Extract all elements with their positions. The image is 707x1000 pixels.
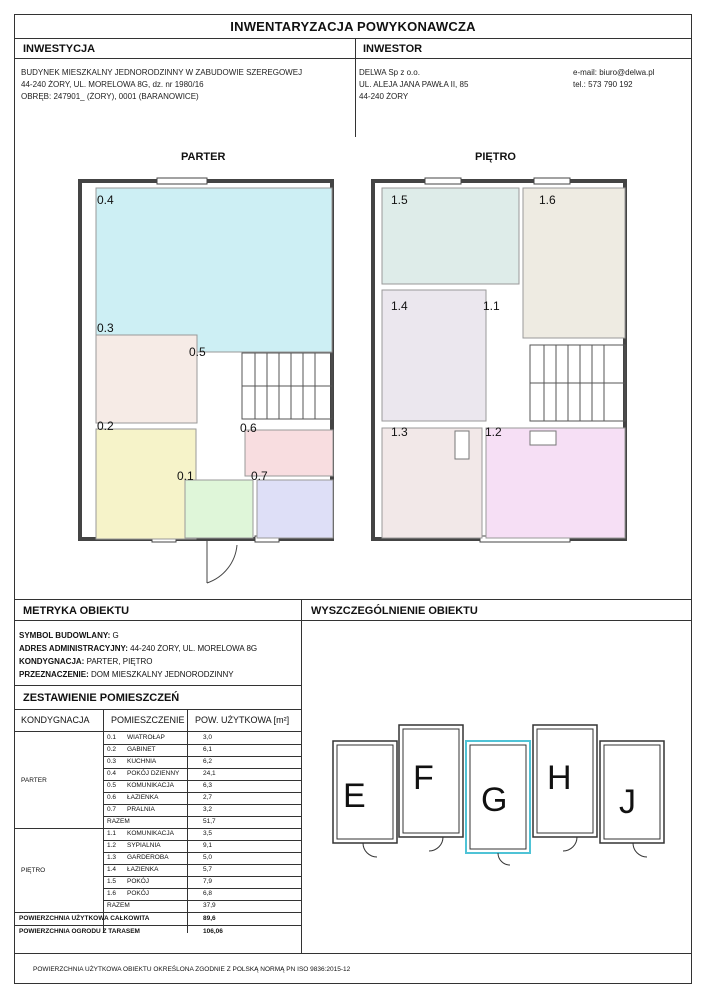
- usable-total-value: 89,6: [203, 915, 216, 922]
- room-name: SYPIALNIA: [127, 842, 161, 849]
- key-letter-e: E: [343, 777, 366, 815]
- room-name: KUCHNIA: [127, 758, 157, 765]
- room-number: 0.6: [107, 794, 117, 801]
- room-number: 1.2: [107, 842, 117, 849]
- table-row-rule: [103, 900, 301, 901]
- key-door-h: [563, 837, 577, 851]
- document-page: [14, 14, 692, 984]
- footer-top-rule: [15, 953, 691, 954]
- room-name: GABINET: [127, 746, 156, 753]
- room-number: 0.1: [107, 734, 117, 741]
- pietro-window-top-left: [425, 178, 461, 184]
- usable-total-rule: [15, 925, 301, 926]
- room-number: 1.5: [107, 878, 117, 885]
- table-row-rule: [103, 816, 301, 817]
- room-name: POKÓJ: [127, 890, 150, 897]
- room-label-0-2: 0.2: [97, 419, 114, 433]
- room-label-1-3: 1.3: [391, 425, 408, 439]
- room-area: 3,0: [203, 734, 213, 741]
- room-name: POKÓJ DZIENNY: [127, 770, 180, 777]
- room-number: 0.2: [107, 746, 117, 753]
- group-rule: [15, 912, 301, 913]
- parter-floor-plan: [77, 173, 337, 593]
- group-floor-label: PARTER: [21, 777, 47, 784]
- room-label-1-2: 1.2: [485, 425, 502, 439]
- room-area: 9,1: [203, 842, 213, 849]
- group-total-label: RAZEM: [107, 818, 130, 825]
- key-door-j: [633, 843, 647, 857]
- garden-total-value: 106,06: [203, 928, 223, 935]
- group-total-value: 51,7: [203, 818, 216, 825]
- spec-heading: WYSZCZEGÓLNIENIE OBIEKTU: [311, 605, 478, 617]
- col-header-floor: KONDYGNACJA: [21, 715, 90, 725]
- room-area: 6,3: [203, 782, 213, 789]
- room-name: PRALNIA: [127, 806, 155, 813]
- room-label-1-1: 1.1: [483, 299, 500, 313]
- room-0-3: [96, 335, 197, 423]
- investment-heading: INWESTYCJA: [23, 43, 96, 55]
- room-0-2: [96, 429, 196, 539]
- room-name: ŁAZIENKA: [127, 794, 159, 801]
- garden-total-label: POWIERZCHNIA OGRODU Z TARASEM: [19, 928, 140, 935]
- room-area: 3,5: [203, 830, 213, 837]
- room-area: 5,7: [203, 866, 213, 873]
- pietro-niche-left: [455, 431, 469, 459]
- pietro-niche-right: [530, 431, 556, 445]
- floors-row: KONDYGNACJA: PARTER, PIĘTRO: [19, 657, 153, 666]
- pietro-plan-title: PIĘTRO: [475, 151, 516, 163]
- room-number: 1.1: [107, 830, 117, 837]
- investment-line-1: BUDYNEK MIESZKALNY JEDNORODZINNY W ZABUDOWIE SZEREGOWEJ: [21, 68, 303, 77]
- symbol-row: SYMBOL BUDOWLANY: G: [19, 631, 119, 640]
- room-number: 1.4: [107, 866, 117, 873]
- investment-line-3: OBRĘB: 247901_ (ŻORY), 0001 (BARANOWICE): [21, 92, 199, 101]
- room-label-0-5: 0.5: [189, 345, 206, 359]
- room-area: 6,2: [203, 758, 213, 765]
- room-area: 7,9: [203, 878, 213, 885]
- col-header-room: POMIESZCZENIE: [111, 715, 185, 725]
- room-name: POKÓJ: [127, 878, 150, 885]
- room-label-0-6: 0.6: [240, 421, 257, 435]
- room-label-0-7: 0.7: [251, 469, 268, 483]
- key-letter-f: F: [413, 759, 434, 797]
- investor-heading: INWESTOR: [363, 43, 423, 55]
- parter-window-top: [157, 178, 207, 184]
- room-label-1-6: 1.6: [539, 193, 556, 207]
- key-door-f: [429, 837, 443, 851]
- rooms-table-title-rule: [15, 709, 301, 710]
- room-number: 1.3: [107, 854, 117, 861]
- room-name: ŁAZIENKA: [127, 866, 159, 873]
- rooms-table-top-rule: [15, 685, 301, 686]
- room-1-6: [523, 188, 625, 338]
- investor-line-3: 44-240 ŻORY: [359, 92, 409, 101]
- metrics-divider: [301, 599, 302, 953]
- footer-note: POWIERZCHNIA UŻYTKOWA OBIEKTU OKREŚLONA ZGODNIE Z POLSKĄ NORMĄ PN ISO 9836:2015-12: [33, 966, 351, 973]
- metrics-top-rule: [15, 599, 691, 600]
- key-door-g: [498, 853, 510, 865]
- room-name: GARDEROBA: [127, 854, 169, 861]
- metrics-heading: METRYKA OBIEKTU: [23, 605, 130, 617]
- room-area: 24,1: [203, 770, 216, 777]
- room-0-1: [185, 480, 253, 538]
- room-label-0-3: 0.3: [97, 321, 114, 335]
- key-door-e: [363, 843, 377, 857]
- key-letter-h: H: [547, 759, 572, 797]
- group-total-value: 37,9: [203, 902, 216, 909]
- header-divider: [355, 39, 356, 137]
- key-letter-j: J: [619, 783, 636, 821]
- room-area: 6,8: [203, 890, 213, 897]
- room-name: KOMUNIKACJA: [127, 782, 174, 789]
- col-header-area: POW. UŻYTKOWA [m²]: [195, 715, 290, 725]
- room-label-0-4: 0.4: [97, 193, 114, 207]
- group-total-label: RAZEM: [107, 902, 130, 909]
- pietro-floor-plan: [370, 173, 630, 593]
- room-area: 3,2: [203, 806, 213, 813]
- group-floor-label: PIĘTRO: [21, 867, 46, 874]
- room-name: WIATROŁAP: [127, 734, 165, 741]
- room-0-7: [257, 480, 333, 538]
- room-number: 0.4: [107, 770, 117, 777]
- investor-phone: tel.: 573 790 192: [573, 80, 633, 89]
- pietro-window-top-right: [534, 178, 570, 184]
- room-area: 6,1: [203, 746, 213, 753]
- section-header-row: [15, 39, 691, 59]
- parter-entrance-door: [207, 539, 237, 583]
- room-number: 0.7: [107, 806, 117, 813]
- room-name: KOMUNIKACJA: [127, 830, 174, 837]
- room-label-0-1: 0.1: [177, 469, 194, 483]
- room-area: 5,0: [203, 854, 213, 861]
- usable-total-label: POWIERZCHNIA UŻYTKOWA CAŁKOWITA: [19, 915, 150, 922]
- investor-email: e-mail: biuro@delwa.pl: [573, 68, 655, 77]
- room-label-1-5: 1.5: [391, 193, 408, 207]
- room-area: 2,7: [203, 794, 213, 801]
- address-row: ADRES ADMINISTRACYJNY: 44-240 ŻORY, UL. MORELOWA 8G: [19, 644, 258, 653]
- room-number: 1.6: [107, 890, 117, 897]
- investor-line-1: DELWA Sp z o.o.: [359, 68, 420, 77]
- purpose-row: PRZEZNACZENIE: DOM MIESZKALNY JEDNORODZINNY: [19, 670, 234, 679]
- room-number: 0.3: [107, 758, 117, 765]
- table-header-rule: [15, 731, 301, 732]
- room-label-1-4: 1.4: [391, 299, 408, 313]
- room-number: 0.5: [107, 782, 117, 789]
- document-title: INWENTARYZACJA POWYKONAWCZA: [15, 15, 691, 39]
- parter-plan-title: PARTER: [181, 151, 226, 163]
- room-0-4: [96, 188, 332, 352]
- investor-line-2: UL. ALEJA JANA PAWŁA II, 85: [359, 80, 469, 89]
- key-letter-g: G: [481, 781, 508, 819]
- rooms-table-title: ZESTAWIENIE POMIESZCZEŃ: [23, 692, 180, 704]
- investment-line-2: 44-240 ŻORY, UL. MORELOWA 8G, dz. nr 1980/16: [21, 80, 204, 89]
